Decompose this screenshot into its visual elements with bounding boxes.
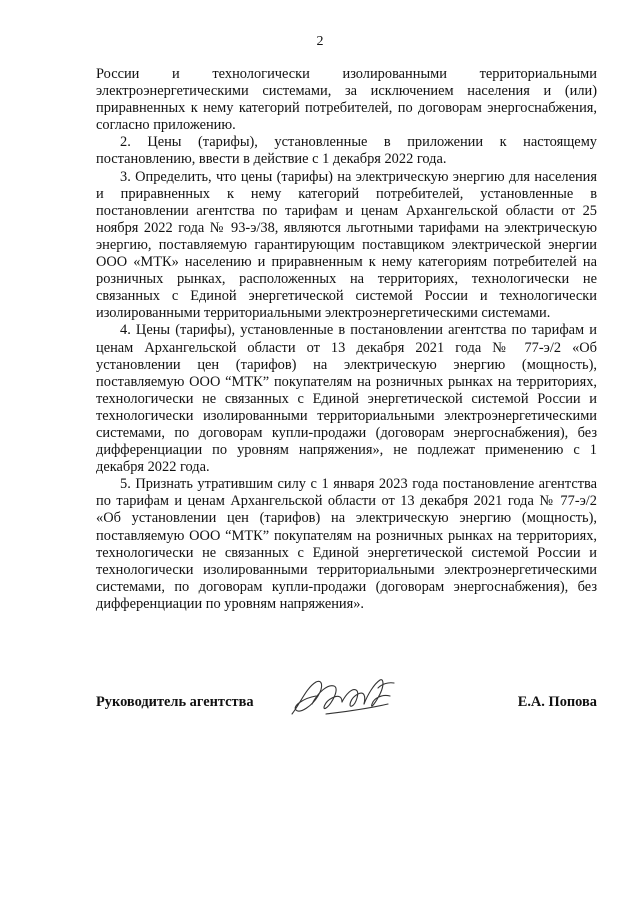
handwritten-signature — [286, 674, 406, 724]
paragraph-item-2: 2. Цены (тарифы), установленные в приложении к настоящему постановлению, ввести в действие с 1 декабря 2022 года. — [96, 134, 597, 168]
paragraph-continuation: России и технологически изолированными территориальными электроэнергетическими системами, за исключением населения и (или) приравненных к нему категорий потребителей, по договорам энергоснабжения, согласно приложению. — [96, 66, 597, 134]
paragraph-item-3: 3. Определить, что цены (тарифы) на электрическую энергию для населения и приравненных к нему категорий потребителей, установленные в постановлении агентства по тарифам и ценам Архангельской области от 25 ноября 2022 года № 93-э/38, являются льготными тарифами на электрическую энергию, поставляемую гарантирующим поставщиком электрической энергии ООО «МТК» населению и приравненным к нему категориям потребителей на розничных рынках, расположенных на территориях, технологически не связанных с Единой энергетической системой России и технологически изолированными территориальными электроэнергетическими системами. — [96, 168, 597, 322]
paragraph-item-5: 5. Признать утратившим силу с 1 января 2023 года постановление агентства по тарифам и ценам Архангельской области от 13 декабря 2021 года № 77-э/2 «Об установлении цен (тарифов) на электрическую энергию (мощность), поставляемую ООО “МТК” покупателям на розничных рынках на территориях, технологически не связанных с Единой энергетической системой России и технологически изолированными территориальными электроэнергетическими системами, по договорам купли-продажи (договорам энергоснабжения), без дифференциации по уровням напряжения». — [96, 476, 597, 612]
signatory-title: Руководитель агентства — [96, 694, 254, 710]
document-body — [96, 66, 597, 613]
page-number: 2 — [316, 34, 324, 49]
paragraph-item-4: 4. Цены (тарифы), установленные в постановлении агентства по тарифам и ценам Архангельской области от 13 декабря 2021 года № 77-э/2 «Об установлении цен (тарифов) на электрическую энергию (мощность), поставляемую ООО “МТК” покупателям на розничных рынках на территориях, технологически не связанных с Единой энергетической системой России и технологически изолированными территориальными электроэнергетическими системами, по договорам купли-продажи (договорам энергоснабжения), без дифференциации по уровням напряжения», не подлежат применению с 1 декабря 2022 года. — [96, 322, 597, 476]
signature-block — [96, 674, 597, 724]
signatory-name: Е.А. Попова — [517, 694, 597, 710]
